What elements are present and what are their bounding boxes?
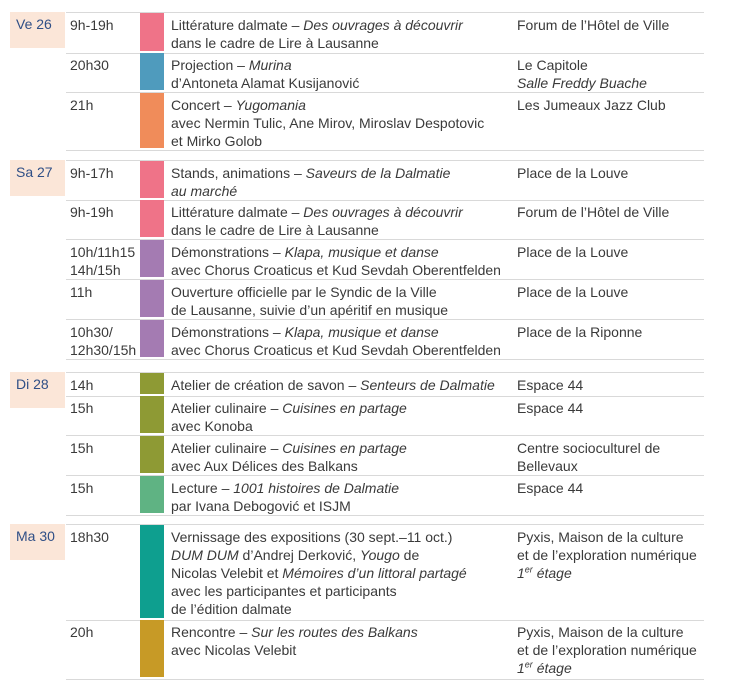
- event-time: 14h: [70, 377, 94, 393]
- event-description: Atelier culinaire – Cuisines en partage avec Aux Délices des Balkans: [171, 440, 407, 474]
- event-row: [66, 53, 704, 93]
- event-row: [66, 476, 704, 516]
- event-description: Vernissage des expositions (30 sept.–11 oct.) DUM DUM d’Andrej Derković, Yougo de Nicolas Velebit et Mémoires d’un littoral partagé avec les participantes et participants de l’édition dalmate: [171, 529, 467, 617]
- category-color-bar: [140, 396, 164, 433]
- event-description: Projection – Murina d’Antoneta Alamat Kusijanović: [171, 57, 360, 91]
- event-row: [66, 372, 704, 397]
- event-description: Stands, animations – Saveurs de la Dalmatie au marché: [171, 165, 451, 199]
- day-label: Ve 26: [10, 12, 65, 48]
- event-time: 18h30: [70, 529, 109, 545]
- category-color-bar: [140, 320, 164, 357]
- event-description: Littérature dalmate – Des ouvrages à découvrir dans le cadre de Lire à Lausanne: [171, 17, 463, 51]
- event-time: 11h: [70, 284, 93, 300]
- category-color-bar: [140, 525, 164, 618]
- event-time: 9h-19h: [70, 17, 114, 33]
- event-place: Place de la Louve: [517, 244, 629, 260]
- event-description: Atelier de création de savon – Senteurs de Dalmatie: [171, 377, 495, 393]
- event-place: Les Jumeaux Jazz Club: [517, 97, 666, 113]
- event-row: [66, 320, 704, 360]
- category-color-bar: [140, 373, 164, 394]
- event-place: Pyxis, Maison de la culture et de l’exploration numérique 1er étage: [517, 529, 697, 581]
- event-row: [66, 200, 704, 240]
- event-row: [66, 160, 704, 201]
- event-time: 9h-17h: [70, 165, 114, 181]
- event-place: Centre socioculturel de Bellevaux: [517, 440, 661, 474]
- event-description: Atelier culinaire – Cuisines en partage avec Konoba: [171, 400, 407, 434]
- event-place: Espace 44: [517, 377, 584, 393]
- event-place: Place de la Louve: [517, 284, 629, 300]
- event-place: Pyxis, Maison de la culture et de l’exploration numérique 1er étage: [517, 624, 697, 676]
- event-time: 20h: [70, 624, 94, 640]
- event-row: [66, 93, 704, 151]
- event-place: Forum de l’Hôtel de Ville: [517, 204, 670, 220]
- event-time: 15h: [70, 400, 94, 416]
- event-place: Place de la Louve: [517, 165, 629, 181]
- event-row: [66, 524, 704, 621]
- event-row: [66, 436, 704, 476]
- event-time: 21h: [70, 97, 94, 113]
- category-color-bar: [140, 436, 164, 473]
- event-row: [66, 280, 704, 320]
- event-time: 20h30: [70, 57, 109, 73]
- category-color-bar: [140, 240, 164, 277]
- event-time: 15h: [70, 480, 94, 496]
- category-color-bar: [140, 620, 164, 677]
- day-label: Sa 27: [10, 160, 65, 196]
- day-label: Ma 30: [10, 524, 65, 560]
- category-color-bar: [140, 93, 164, 148]
- event-description: Démonstrations – Klapa, musique et danse avec Chorus Croaticus et Kud Sevdah Oberentfelden: [171, 244, 501, 278]
- event-place: Place de la Riponne: [517, 324, 643, 340]
- category-color-bar: [140, 53, 164, 90]
- event-description: Rencontre – Sur les routes des Balkans avec Nicolas Velebit: [171, 624, 418, 658]
- event-place: Espace 44: [517, 400, 584, 416]
- event-row: [66, 620, 704, 680]
- event-place: Espace 44: [517, 480, 584, 496]
- event-row: [66, 396, 704, 436]
- event-time: 15h: [70, 440, 94, 456]
- event-description: Lecture – 1001 histoires de Dalmatie par Ivana Debogović et ISJM: [171, 480, 400, 514]
- event-row: [66, 12, 704, 54]
- event-time: 10h/11h15 14h/15h: [70, 244, 136, 278]
- event-place: Forum de l’Hôtel de Ville: [517, 17, 670, 33]
- category-color-bar: [140, 476, 164, 513]
- event-description: Ouverture officielle par le Syndic de la Ville de Lausanne, suivie d’un apéritif en musique: [171, 284, 449, 318]
- event-description: Littérature dalmate – Des ouvrages à découvrir dans le cadre de Lire à Lausanne: [171, 204, 463, 238]
- event-time: 9h-19h: [70, 204, 114, 220]
- category-color-bar: [140, 200, 164, 237]
- category-color-bar: [140, 13, 164, 51]
- event-time: 10h30/ 12h30/15h: [70, 324, 137, 358]
- event-description: Concert – Yugomania avec Nermin Tulic, Ane Mirov, Miroslav Despotovic et Mirko Golob: [171, 97, 485, 149]
- day-label: Di 28: [10, 372, 65, 408]
- category-color-bar: [140, 161, 164, 198]
- event-description: Démonstrations – Klapa, musique et danse avec Chorus Croaticus et Kud Sevdah Oberentfelden: [171, 324, 501, 358]
- event-row: [66, 240, 704, 280]
- category-color-bar: [140, 280, 164, 317]
- event-place: Le Capitole Salle Freddy Buache: [517, 57, 647, 91]
